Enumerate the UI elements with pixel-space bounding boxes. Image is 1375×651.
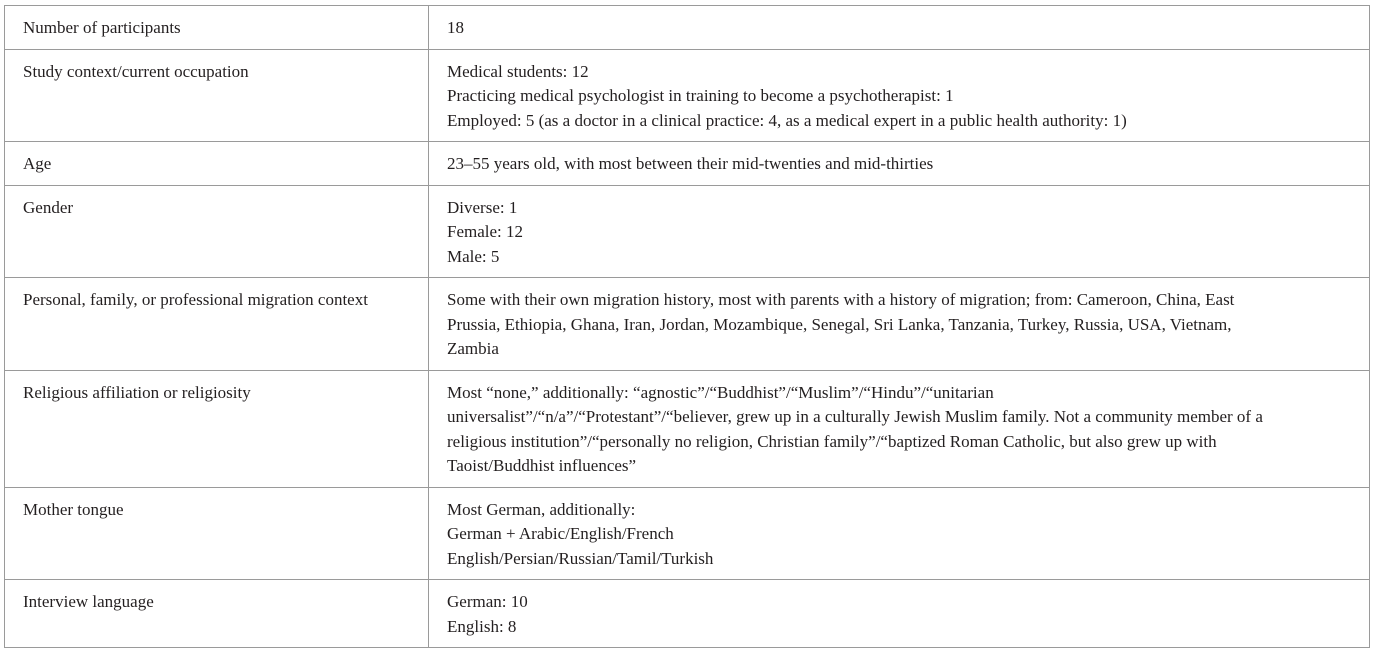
value-line: religious institution”/“personally no religion, Christian family”/“baptized Roman Catholic, but also grew up with [447, 431, 1217, 451]
row-label: Mother tongue [5, 487, 429, 580]
value-line: Taoist/Buddhist influences” [447, 456, 637, 475]
row-label: Age [5, 142, 429, 186]
row-label: Personal, family, or professional migration context [5, 278, 429, 371]
row-value [429, 278, 1370, 371]
row-label: Study context/current occupation [5, 49, 429, 142]
value-line: Female: 12 [447, 222, 524, 241]
table-row [5, 580, 1370, 648]
value-line: Employed: 5 (as a doctor in a clinical practice: 4, as a medical expert in a public health authority: 1) [447, 110, 1127, 130]
participant-characteristics-table [4, 5, 1370, 648]
row-value [429, 142, 1370, 186]
table-row [5, 370, 1370, 487]
row-value [429, 487, 1370, 580]
table-row [5, 185, 1370, 278]
value-line: Practicing medical psychologist in training to become a psychotherapist: 1 [447, 86, 954, 105]
row-value [429, 370, 1370, 487]
value-line: Most German, additionally: [447, 499, 636, 519]
value-line: Some with their own migration history, most with parents with a history of migration; from: Cameroon, China, East [447, 290, 1235, 309]
value-line: Diverse: 1 [447, 197, 518, 217]
value-line: English: 8 [447, 616, 517, 636]
value-line: Male: 5 [447, 246, 500, 266]
value-line: Most “none,” additionally: “agnostic”/“Buddhist”/“Muslim”/“Hindu”/“unitarian [447, 382, 994, 402]
table-row [5, 6, 1370, 50]
row-label: Interview language [5, 580, 429, 648]
row-value [429, 185, 1370, 278]
value-line: English/Persian/Russian/Tamil/Turkish [447, 548, 714, 568]
row-label: Gender [5, 185, 429, 278]
value-line: Prussia, Ethiopia, Ghana, Iran, Jordan, Mozambique, Senegal, Sri Lanka, Tanzania, Turkey, Russia, USA, Vietnam, [447, 314, 1232, 334]
table-row [5, 487, 1370, 580]
value-line: 23–55 years old, with most between their mid-twenties and mid-thirties [447, 154, 934, 173]
value-line: Medical students: 12 [447, 61, 589, 81]
row-label: Religious affiliation or religiosity [5, 370, 429, 487]
value-line: German: 10 [447, 592, 528, 611]
row-value [429, 580, 1370, 648]
row-value [429, 6, 1370, 50]
row-label: Number of participants [5, 6, 429, 50]
value-line: Zambia [447, 339, 499, 358]
value-line: universalist”/“n/a”/“Protestant”/“believer, grew up in a culturally Jewish Muslim family. Not a community member of a [447, 407, 1263, 426]
table-row [5, 49, 1370, 142]
value-line: German + Arabic/English/French [447, 524, 674, 543]
row-value [429, 49, 1370, 142]
value-line: 18 [447, 18, 464, 37]
table-row [5, 278, 1370, 371]
table-row [5, 142, 1370, 186]
